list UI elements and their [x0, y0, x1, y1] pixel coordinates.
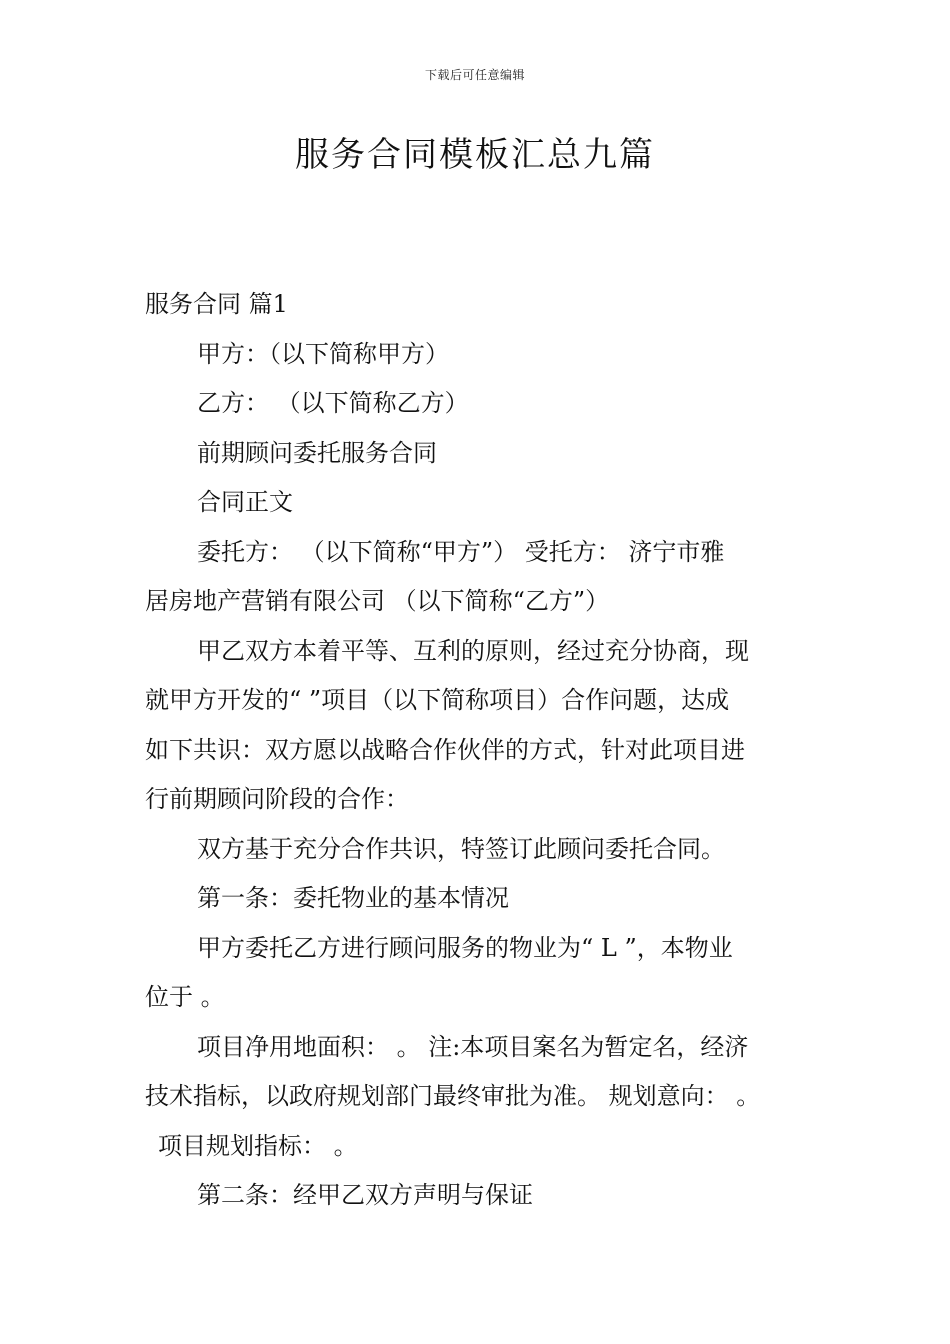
paragraph-line: 项目规划指标： 。	[158, 1131, 358, 1160]
paragraph-line: 双方基于充分合作共识，特签订此顾问委托合同。	[197, 834, 725, 863]
party-b-line: 乙方： （以下简称乙方）	[197, 389, 469, 417]
section-heading: 服务合同 篇1	[145, 290, 288, 318]
document-title: 服务合同模板汇总九篇	[295, 135, 655, 175]
article-heading: 第一条：委托物业的基本情况	[197, 884, 509, 912]
document-body	[145, 280, 815, 1221]
article-heading: 第二条：经甲乙双方声明与保证	[197, 1181, 533, 1209]
contract-body-label: 合同正文	[197, 488, 293, 516]
paragraph-line: 位于 。	[145, 983, 225, 1011]
paragraph-line: 技术指标，以政府规划部门最终审批为准。 规划意向： 。	[145, 1082, 761, 1110]
paragraph-line: 行前期顾问阶段的合作：	[145, 785, 409, 813]
paragraph-line: 甲方委托乙方进行顾问服务的物业为“ L ”，本物业	[197, 933, 733, 962]
paragraph-line: 甲乙双方本着平等、互利的原则，经过充分协商，现	[197, 636, 749, 665]
paragraph-line: 居房地产营销有限公司 （以下简称“乙方”）	[145, 587, 610, 615]
paragraph-line: 就甲方开发的“ ”项目（以下简称项目）合作问题，达成	[145, 686, 730, 714]
party-a-line: 甲方：（以下简称甲方）	[197, 339, 449, 368]
paragraph-line: 委托方： （以下简称“甲方”） 受托方： 济宁市雅	[197, 537, 725, 566]
paragraph-line: 如下共识：双方愿以战略合作伙伴的方式，针对此项目进	[145, 735, 745, 764]
header-note: 下载后可任意编辑	[424, 68, 525, 82]
paragraph-line: 项目净用地面积： 。 注:本项目案名为暂定名，经济	[197, 1032, 749, 1061]
contract-name-line: 前期顾问委托服务合同	[197, 438, 437, 467]
